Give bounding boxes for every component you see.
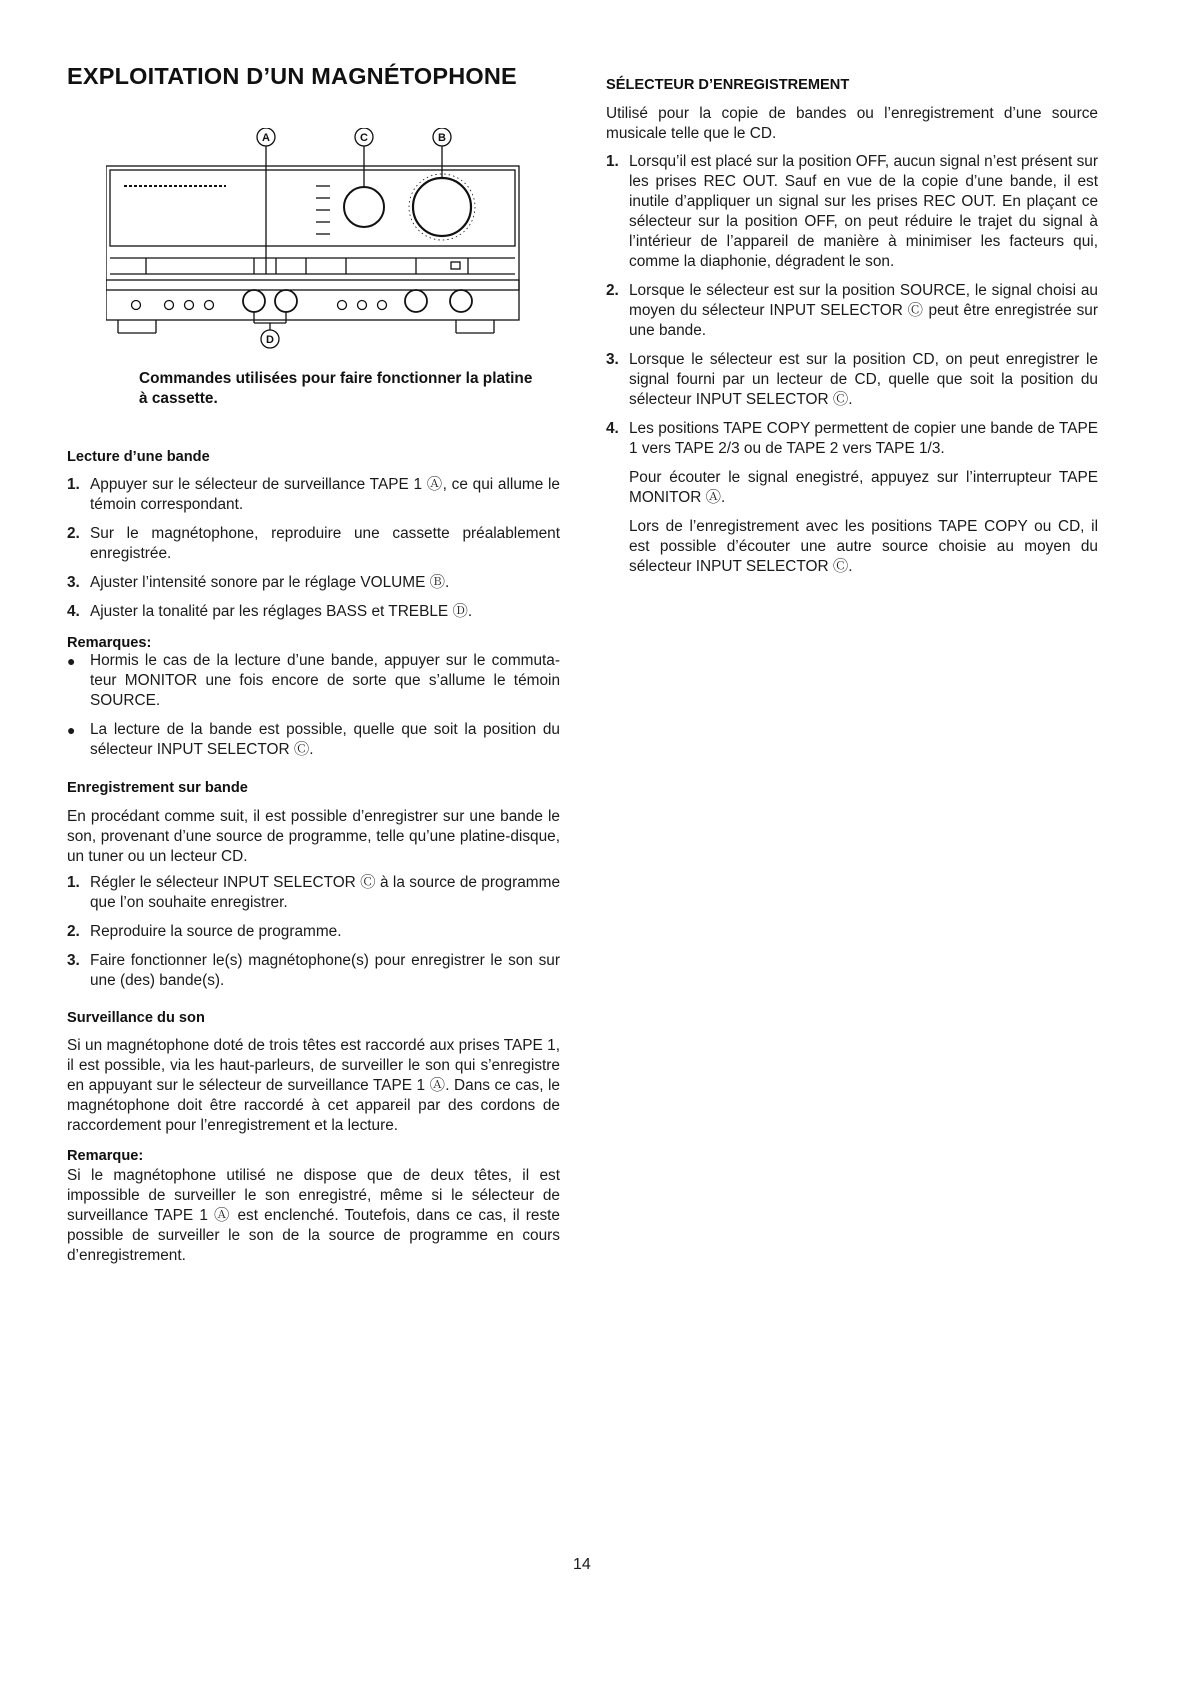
- callout-a-label: A: [262, 132, 270, 144]
- remarques-heading: Remarques:: [67, 635, 152, 651]
- surveillance-heading: Surveillance du son: [67, 1010, 205, 1026]
- page-number: 14: [573, 1556, 591, 1573]
- list-item: 2. Sur le magnétophone, reproduire une cassette préalablement enregistrée.: [67, 525, 560, 562]
- remarque-text: Si le magnétophone utilisé ne dispose que de deux têtes, il est impossible de surveiller le son enregistré, même si le sélecteur de surveillance TAPE 1 Ⓐ est enclenché. Toutefois, dans ce cas, il reste possible de surveiller le son de la source de programme en cours d’enregistrement.: [67, 1167, 560, 1264]
- amplifier-diagram: [106, 128, 526, 368]
- enregistrement-intro: En procédant comme suit, il est possible d’enregistrer sur une bande le son, provenant d’une source de programme, telle qu’une platine-disque, un tuner ou un lecteur CD.: [67, 808, 560, 865]
- list-item: 2. Reproduire la source de programme.: [67, 923, 342, 940]
- enregistrement-heading: Enregistrement sur bande: [67, 780, 248, 796]
- list-item: 2. Lorsque le sélecteur est sur la position SOURCE, le signal choisi au moyen du sélecteur INPUT SELECTOR Ⓒ peut être enregistrée sur une bande.: [606, 282, 1098, 339]
- list-item: 1. Lorsqu’il est placé sur la position OFF, aucun signal n’est présent sur les prises REC OUT. Sauf en vue de la copie d’une bande, il est inutile d’appliquer un signal sur les prises REC OUT. En plaçant ce sélecteur sur la position OFF, on peut réduire le trajet du signal à l’intérieur de l’appareil de manière à minimiser les facteurs qui, comme la diaphonie, dégradent le son.: [606, 153, 1098, 270]
- callout-b-label: B: [438, 132, 446, 144]
- list-item: 4. Les positions TAPE COPY permettent de copier une bande de TAPE 1 vers TAPE 2/3 ou de TAPE 2 vers TAPE 1/3.: [606, 420, 1098, 457]
- selecteur-intro: Utilisé pour la copie de bandes ou l’enregistrement d’une source musicale telle que le CD.: [606, 105, 1098, 142]
- amplifier-front-panel-figure: [106, 128, 526, 368]
- list-item: ● La lecture de la bande est possible, quelle que soit la position du sélecteur INPUT SELECTOR Ⓒ.: [67, 721, 560, 758]
- amplifier-body: [106, 166, 519, 290]
- list-item: 3. Ajuster l’intensité sonore par le réglage VOLUME Ⓑ.: [67, 574, 450, 591]
- list-item: ● Hormis le cas de la lecture d’une bande, appuyer sur le commuta-teur MONITOR une fois encore de sorte que s’allume le témoin SOURCE.: [67, 652, 560, 709]
- bass-knob: [243, 290, 265, 312]
- enregistrement-list: [67, 873, 560, 991]
- treble-knob: [275, 290, 297, 312]
- list-item: 3. Lorsque le sélecteur est sur la position CD, on peut enregistrer le signal fourni par un lecteur de CD, quelle que soit la position du sélecteur INPUT SELECTOR Ⓒ.: [606, 351, 1098, 408]
- page-title: EXPLOITATION D’UN MAGNÉTOPHONE: [67, 63, 517, 89]
- surveillance-text: Si un magnétophone doté de trois têtes est raccordé aux prises TAPE 1, il est possible, via les haut-parleurs, de surveiller le son qui s’enregistre en appuyant sur le sélecteur de surveillance TAPE 1 Ⓐ. Dans ce cas, le magnétophone doit être raccordé à cet appareil par des cordons de raccordement pour l’enregistrement et la lecture.: [67, 1037, 560, 1134]
- figure-caption: Commandes utilisées pour faire fonctionner la platine à cassette.: [139, 370, 533, 407]
- remarques-list: [67, 651, 560, 760]
- input-selector-knob: [344, 187, 384, 227]
- list-item: 4. Ajuster la tonalité par les réglages BASS et TREBLE Ⓓ.: [67, 603, 473, 620]
- remarque-heading: Remarque:: [67, 1148, 144, 1164]
- list-item: 3. Faire fonctionner le(s) magnétophone(s) pour enregistrer le son sur une (des) bande(s).: [67, 952, 560, 989]
- list-item: 1. Régler le sélecteur INPUT SELECTOR Ⓒ à la source de programme que l’on souhaite enregistrer.: [67, 874, 560, 911]
- selecteur-heading: SÉLECTEUR D’ENREGISTREMENT: [606, 77, 850, 93]
- callout-d-label: D: [266, 334, 274, 346]
- lecture-list: [67, 475, 560, 622]
- callout-c-label: C: [360, 132, 368, 144]
- lecture-heading: Lecture d’une bande: [67, 449, 210, 465]
- volume-knob: [413, 178, 471, 236]
- selecteur-list: [606, 152, 1098, 577]
- selecteur-note-2: Lors de l’enregistrement avec les positions TAPE COPY ou CD, il est possible d’écouter une autre source choisie au moyen du sélecteur INPUT SELECTOR Ⓒ.: [629, 518, 1098, 575]
- list-item: 1. Appuyer sur le sélecteur de surveillance TAPE 1 Ⓐ, ce qui allume le témoin correspondant.: [67, 476, 560, 513]
- selecteur-note-1: Pour écouter le signal enegistré, appuyez sur l’interrupteur TAPE MONITOR Ⓐ.: [629, 469, 1098, 506]
